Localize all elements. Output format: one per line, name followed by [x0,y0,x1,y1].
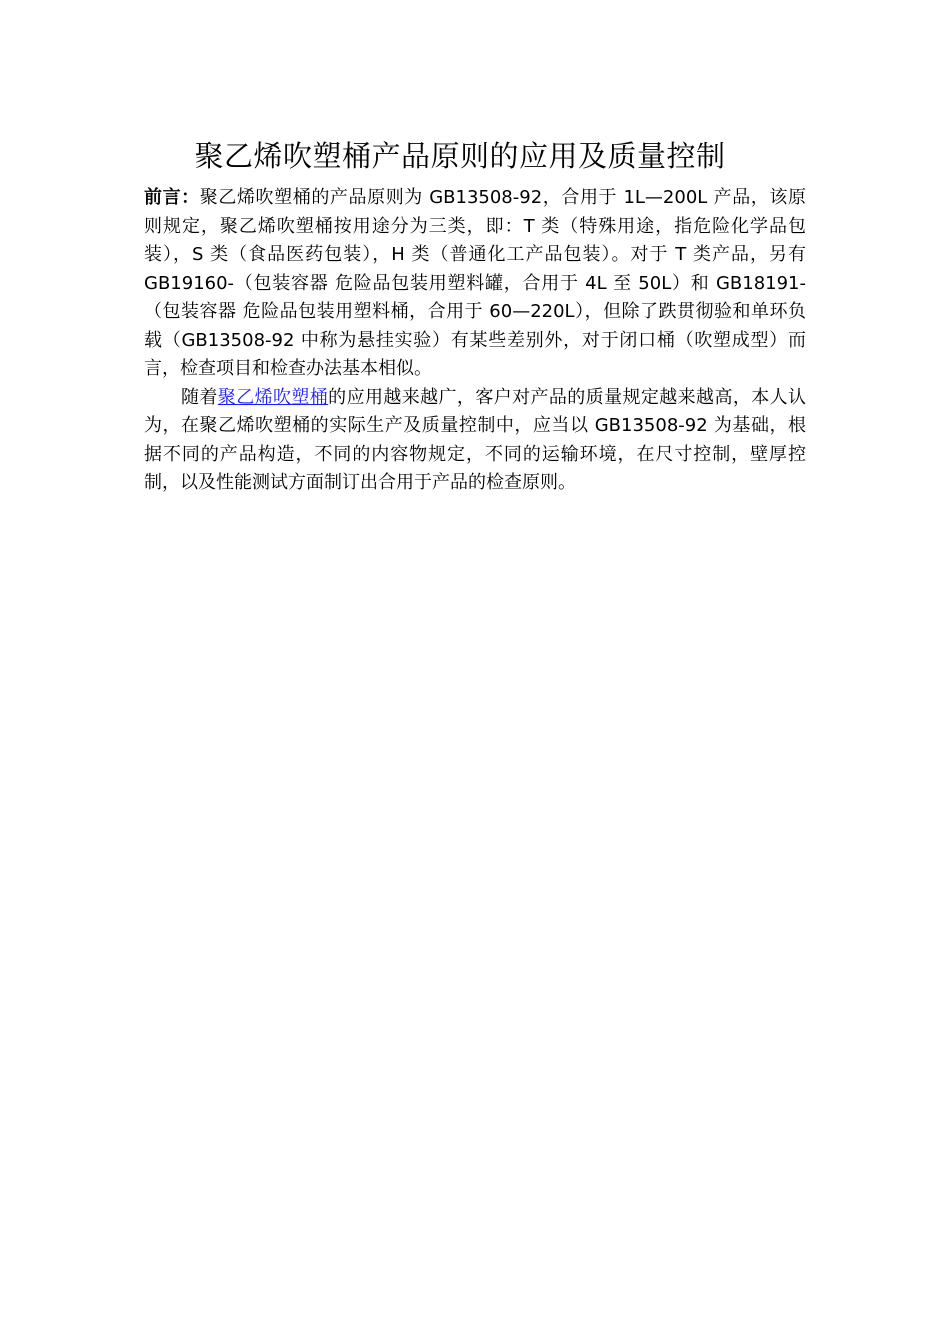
preface-text: 聚乙烯吹塑桶的产品原则为 GB13508-92，合用于 1L—200L 产品，该原则规定，聚乙烯吹塑桶按用途分为三类，即：T 类（特殊用途，指危险化学品包装），S 类（食品医药包装），H 类（普通化工产品包装）。对于 T 类产品，另有 GB19160-（包装容器 危险品包装用塑料罐，合用于 4L 至 50L）和 GB18191-（包装容器 危险品包装用塑料桶，合用于 60—220L），但除了跌贯彻验和单环负载（GB13508-92 中称为悬挂实验）有某些差别外，对于闭口桶（吹塑成型）而言，检查项目和检查办法基本相似。 [144,187,806,379]
product-link[interactable]: 聚乙烯吹塑桶 [217,386,329,408]
paragraph-suffix: 的应用越来越广，客户对产品的质量规定越来越高，本人认为，在聚乙烯吹塑桶的实际生产及质量控制中，应当以 GB13508-92 为基础，根据不同的产品构造，不同的内容物规定，不同的运输环境，在尺寸控制，壁厚控制，以及性能测试方面制订出合用于产品的检查原则。 [144,386,807,493]
body-paragraph [144,384,806,498]
document-body [144,184,806,498]
preface-paragraph [144,184,806,384]
document-title: 聚乙烯吹塑桶产品原则的应用及质量控制 [194,139,726,173]
preface-label: 前言： [144,187,200,208]
paragraph-prefix: 随着 [181,386,218,408]
